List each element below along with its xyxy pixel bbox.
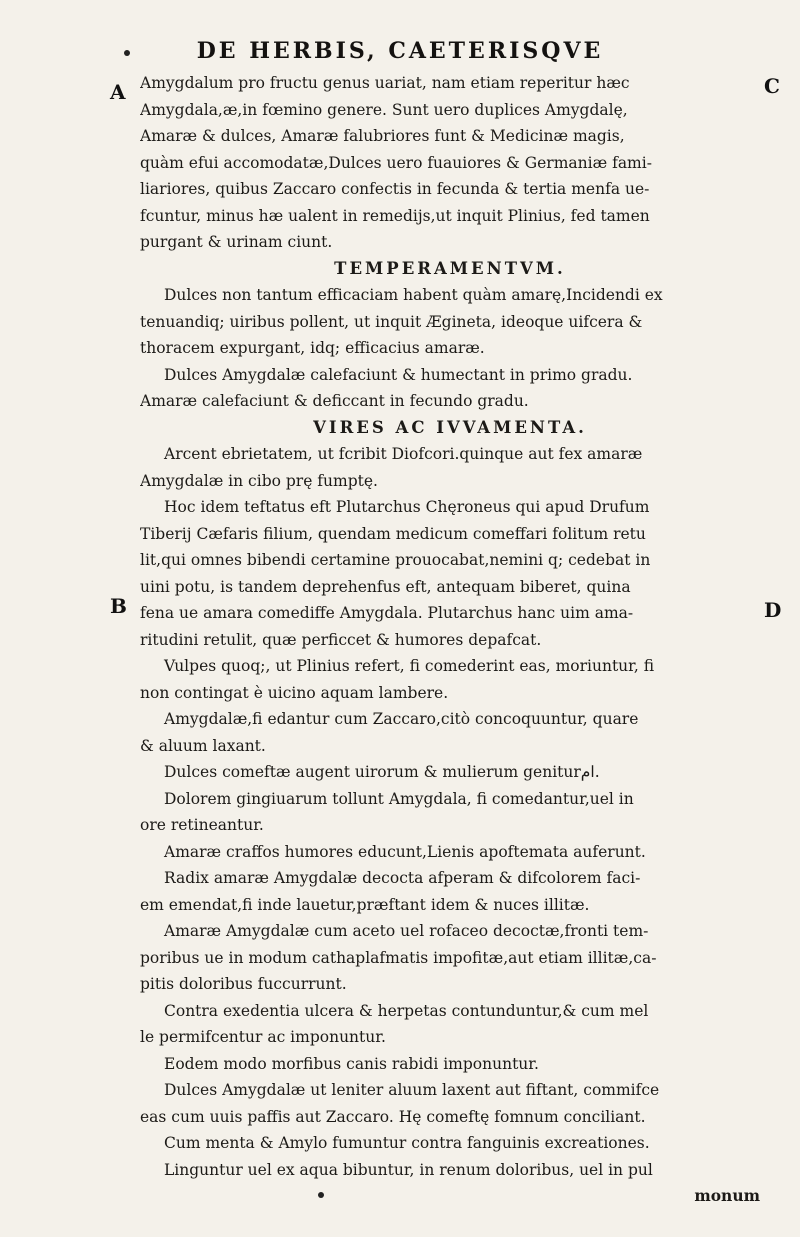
text-line: Dulces Amygdalæ calefaciunt & humectant in primo gradu.: [164, 365, 633, 384]
text-line: fcuntur, minus hæ ualent in remedijs,ut inquit Plinius, fed tamen: [140, 206, 650, 225]
text-line: liariores, quibus Zaccaro confectis in fecunda & tertia menfa ue-: [140, 180, 650, 198]
text-line: Amaræ Amygdalæ cum aceto uel rofaceo decoctæ,fronti tem-: [164, 922, 649, 940]
text-line: non contingat è uicino aquam lambere.: [140, 683, 449, 702]
text-line: Hoc idem teftatus eft Plutarchus Chęroneus qui apud Drufum: [164, 498, 650, 516]
text-line: thoracem expurgant, idq; efficacius amaræ.: [140, 339, 485, 357]
text-line: Dulces comeftæ augent uirorum & mulierum geniturام.: [164, 763, 600, 781]
text-line: le permifcentur ac imponuntur.: [140, 1028, 386, 1046]
text-line: Arcent ebrietatem, ut fcribit Diofcori.quinque aut fex amaræ: [164, 445, 643, 463]
text-line: Amygdalum pro fructu genus uariat, nam etiam reperitur hæc: [140, 74, 630, 92]
text-line: Dulces non tantum efficaciam habent quàm amarę,Incidendi ex: [164, 286, 663, 304]
margin-letter-c: C: [764, 74, 780, 98]
section-heading: TEMPERAMENTVM.: [334, 258, 566, 278]
text-line: Dulces Amygdalæ ut leniter aluum laxent aut fiftant, commifce: [164, 1081, 660, 1099]
text-line: pitis doloribus fuccurrunt.: [140, 975, 347, 993]
margin-letter-b: B: [110, 594, 127, 618]
text-line: purgant & urinam ciunt.: [140, 233, 333, 251]
text-line: Amygdala,æ,in fœmino genere. Sunt uero duplices Amygdalę,: [140, 100, 628, 119]
body-text: [140, 70, 760, 1210]
text-line: fena ue amara comediffe Amygdala. Plutarchus hanc uim ama-: [140, 604, 634, 622]
text-line: Amaræ craffos humores educunt,Lienis apoftemata auferunt.: [164, 842, 646, 861]
text-line: tenuandiq; uiribus pollent, ut inquit Ægineta, ideoque uifcera &: [140, 312, 643, 331]
text-line: ritudini retulit, quæ perficcet & humores depafcat.: [140, 630, 542, 649]
text-line: Amygdalæ in cibo prę fumptę.: [140, 471, 378, 490]
text-line: & aluum laxant.: [140, 736, 266, 755]
text-line: Vulpes quoq;, ut Plinius refert, fi comederint eas, moriuntur, fi: [164, 657, 655, 675]
text-line: lit,qui omnes bibendi certamine prouocabat,nemini q; cedebat in: [140, 551, 651, 569]
catchword: monum: [694, 1186, 760, 1205]
text-line: Contra exedentia ulcera & herpetas contunduntur,& cum mel: [164, 1001, 649, 1020]
text-line: ore retineantur.: [140, 816, 264, 834]
text-line: Amygdalæ,fi edantur cum Zaccaro,citò concoquuntur, quare: [164, 710, 639, 728]
text-line: Dolorem gingiuarum tollunt Amygdala, fi comedantur,uel in: [164, 789, 634, 808]
running-head: DE HERBIS, CAETERISQVE: [196, 38, 604, 64]
text-line: Amaræ & dulces, Amaræ falubriores funt & Medicinæ magis,: [140, 127, 625, 145]
text-line: Eodem modo morfibus canis rabidi imponuntur.: [164, 1054, 539, 1073]
section-heading: VIRES AC IVVAMENTA.: [313, 417, 587, 437]
text-line: poribus ue in modum cathaplafmatis impofitæ,aut etiam illitæ,ca-: [140, 948, 657, 967]
text-line: Linguntur uel ex aqua bibuntur, in renum doloribus, uel in pul: [164, 1160, 653, 1179]
text-line: Cum menta & Amylo fumuntur contra fanguinis excreationes.: [164, 1134, 650, 1152]
text-line: Amaræ calefaciunt & deficcant in fecundo gradu.: [140, 392, 529, 410]
margin-letter-d: D: [764, 598, 782, 622]
text-line: quàm efui accomodatæ,Dulces uero fuauiores & Germaniæ fami-: [140, 153, 652, 172]
text-line: Tiberij Cæfaris filium, quendam medicum comeffari folitum retu: [140, 524, 646, 543]
text-line: em emendat,fi inde lauetur,præftant idem & nuces illitæ.: [140, 895, 590, 914]
margin-letter-a: A: [110, 80, 126, 104]
text-line: eas cum uuis paffis aut Zaccaro. Hę comeftę fomnum conciliant.: [140, 1107, 646, 1126]
printer-dot-bottom: [318, 1192, 324, 1198]
text-line: uini potu, is tandem deprehenfus eft, antequam biberet, quina: [140, 577, 631, 596]
text-line: Radix amaræ Amygdalæ decocta afperam & difcolorem faci-: [164, 869, 641, 887]
